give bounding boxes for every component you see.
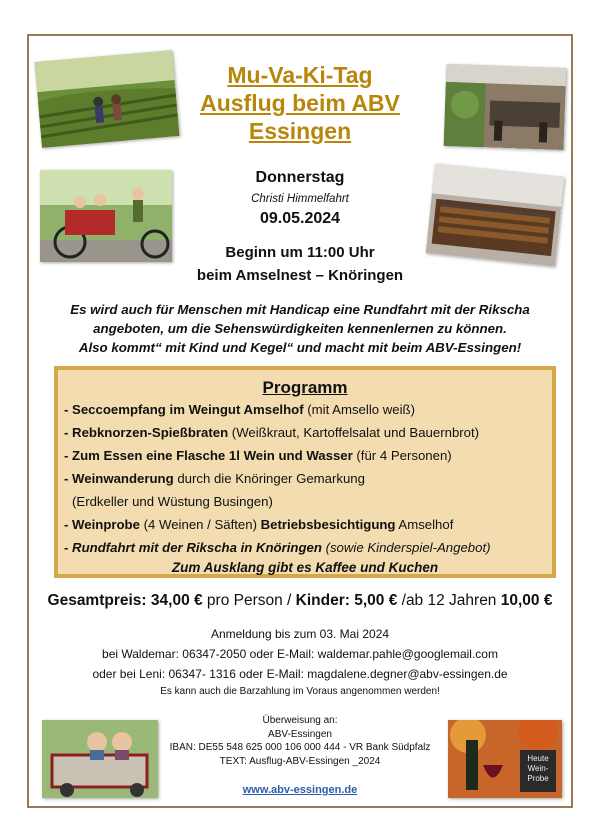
program-heading: Programm bbox=[262, 378, 348, 397]
registration-block bbox=[40, 624, 560, 700]
program-box bbox=[54, 366, 556, 578]
contact-waldemar: bei Waldemar: 06347-2050 oder E-Mail: waldemar.pahle@googlemail.com bbox=[102, 647, 498, 661]
wine-sign-line1: Heute bbox=[527, 754, 549, 763]
program-item: - Seccoempfang im Weingut Amselhof (mit Amsello weiß) bbox=[64, 402, 415, 417]
price-label: Gesamtpreis: bbox=[47, 592, 147, 609]
start-time: Beginn um 11:00 Uhr bbox=[225, 244, 375, 261]
cash-note: Es kann auch die Barzahlung im Voraus angenommen werden! bbox=[160, 686, 440, 697]
transfer-recipient: ABV-Essingen bbox=[268, 728, 332, 740]
wine-sign-line3: Probe bbox=[527, 774, 549, 783]
program-item: - Rebknorzen-Spießbraten (Weißkraut, Kartoffelsalat und Bauernbrot) bbox=[64, 425, 480, 440]
website-link-wrap bbox=[200, 784, 400, 796]
holiday-name: Christi Himmelfahrt bbox=[251, 193, 349, 205]
teen-price: 10,00 € bbox=[500, 592, 553, 609]
start-place: beim Amselnest – Knöringen bbox=[196, 267, 404, 284]
program-item: - Zum Essen eine Flasche 1l Wein und Wasser (für 4 Personen) bbox=[64, 448, 452, 463]
children-wagon-photo bbox=[42, 720, 158, 798]
program-item: - Weinprobe (4 Weinen / Säften) Betriebsbesichtigung Amselhof bbox=[64, 517, 454, 532]
adult-price: 34,00 € bbox=[150, 592, 203, 609]
weekday: Donnerstag bbox=[255, 169, 345, 186]
program-item: (Erdkeller und Wüstung Busingen) bbox=[72, 494, 273, 509]
contact-leni: oder bei Leni: 06347- 1316 oder E-Mail: magdalene.degner@abv-essingen.de bbox=[92, 667, 508, 681]
wine-sign-line2: Wein- bbox=[527, 764, 549, 773]
event-date: 09.05.2024 bbox=[259, 210, 341, 227]
wine-tasting-photo bbox=[448, 720, 562, 798]
intro-line3: Also kommt“ mit Kind und Kegel“ und macht mit beim ABV-Essingen! bbox=[78, 340, 522, 355]
price-line: Gesamtpreis: 34,00 € pro Person / Kinder: 5,00 € /ab 12 Jahren 10,00 € bbox=[47, 592, 553, 609]
transfer-iban: IBAN: DE55 548 625 000 106 000 444 - VR Bank Südpfalz bbox=[169, 742, 431, 753]
program-closing: Zum Ausklang gibt es Kaffee und Kuchen bbox=[171, 560, 439, 575]
event-title bbox=[190, 61, 410, 145]
vineyard-photo bbox=[35, 50, 180, 148]
wine-sign bbox=[522, 754, 554, 784]
title-line2: Ausflug beim ABV bbox=[200, 90, 400, 116]
transfer-text: TEXT: Ausflug-ABV-Essingen _2024 bbox=[219, 755, 381, 767]
website-link[interactable]: www.abv-essingen.de bbox=[242, 784, 358, 796]
kids-label: Kinder: bbox=[295, 592, 350, 609]
transfer-heading: Überweisung an: bbox=[262, 715, 338, 726]
program-item: - Weinwanderung durch die Knöringer Gemarkung bbox=[64, 471, 365, 486]
title-line1: Mu-Va-Ki-Tag bbox=[227, 62, 373, 88]
intro-line1: Es wird auch für Menschen mit Handicap eine Rundfahrt mit der Rikscha bbox=[70, 302, 530, 317]
transfer-block bbox=[150, 714, 450, 768]
title-line3: Essingen bbox=[248, 118, 352, 144]
registration-deadline: Anmeldung bis zum 03. Mai 2024 bbox=[210, 627, 390, 641]
kids-price: 5,00 € bbox=[349, 592, 398, 609]
terrace-photo bbox=[444, 64, 567, 150]
intro-text bbox=[40, 300, 560, 357]
intro-line2: angeboten, um die Sehenswürdigkeiten kennenlernen zu können. bbox=[93, 321, 507, 336]
program-item: - Rundfahrt mit der Rikscha in Knöringen (sowie Kinderspiel-Angebot) bbox=[64, 540, 491, 555]
